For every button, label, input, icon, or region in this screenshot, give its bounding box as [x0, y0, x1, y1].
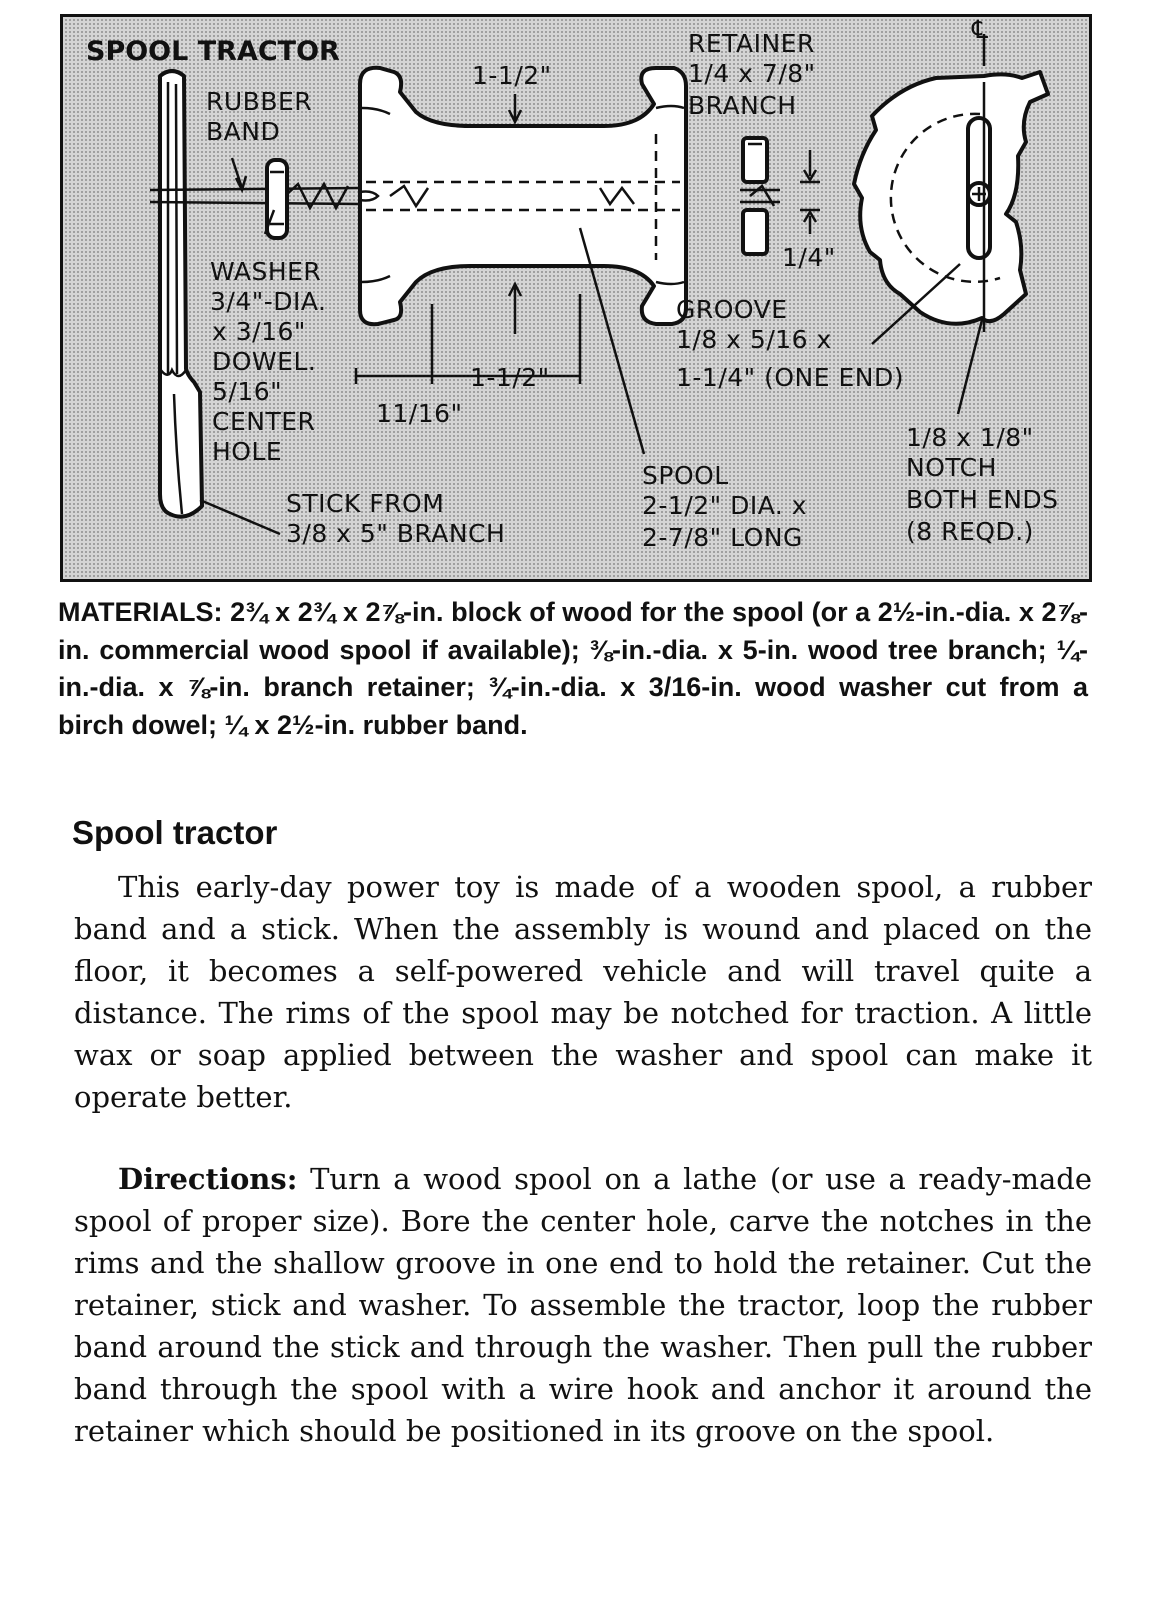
- label-washer-4: DOWEL.: [212, 347, 317, 376]
- label-centerline: ℄: [972, 15, 989, 44]
- label-top-dimension: 1-1/2": [472, 61, 552, 90]
- section-heading: Spool tractor: [72, 814, 278, 851]
- label-groove-1: GROOVE: [676, 295, 788, 324]
- label-rubber-band-1: RUBBER: [206, 87, 313, 116]
- directions-label: Directions:: [118, 1162, 298, 1196]
- spool-tractor-diagram: [60, 14, 1092, 582]
- washer-shape: [267, 160, 287, 238]
- label-washer-6: CENTER: [212, 407, 316, 436]
- label-retainer-3: BRANCH: [688, 91, 797, 120]
- label-washer-7: HOLE: [212, 437, 283, 466]
- label-washer-5: 5/16": [212, 377, 283, 406]
- label-retainer-dimension: 1/4": [782, 243, 836, 272]
- label-notch-4: (8 REQD.): [906, 517, 1034, 546]
- label-groove-2: 1/8 x 5/16 x: [676, 325, 832, 354]
- label-retainer-1: RETAINER: [688, 29, 815, 58]
- label-bottom-dimension-a: 1-1/2": [470, 363, 550, 392]
- label-bottom-dimension-b: 11/16": [376, 399, 463, 428]
- label-retainer-2: 1/4 x 7/8": [688, 59, 816, 88]
- label-washer-1: WASHER: [210, 257, 322, 286]
- intro-paragraph: This early-day power toy is made of a wooden spool, a rubber band and a stick. When the assembly is wound and placed on the floor, it becomes a self-powered vehicle and will travel quite a distance. The rims of the spool may be notched for traction. A little wax or soap applied between the washer and spool can make it operate better.: [74, 870, 1092, 1114]
- label-washer-2: 3/4"-DIA.: [210, 287, 327, 316]
- label-notch-2: NOTCH: [906, 453, 997, 482]
- label-stick-1: STICK FROM: [286, 489, 445, 518]
- label-spool-3: 2-7/8" LONG: [642, 523, 803, 552]
- directions-text: Turn a wood spool on a lathe (or use a ready-made spool of proper size). Bore the center hole, carve the notches in the rims and the shallow groove in one end to hold the retainer. Cut the retainer, stick and washer. To assemble the tractor, loop the rubber band around the stick and through the washer. Then pull the rubber band through the spool with a wire hook and anchor it around the retainer which should be positioned in its groove on the spool.: [74, 1162, 1093, 1448]
- label-washer-3: x 3/16": [212, 317, 306, 346]
- label-stick-2: 3/8 x 5" BRANCH: [286, 519, 506, 548]
- label-groove-3: 1-1/4" (ONE END): [676, 363, 904, 392]
- label-notch-3: BOTH ENDS: [906, 485, 1059, 514]
- diagram-title: SPOOL TRACTOR: [86, 36, 340, 67]
- label-rubber-band-2: BAND: [206, 117, 281, 146]
- materials-caption: MATERIALS: 2¾ x 2¾ x 2⅞-in. block of wood for the spool (or a 2½-in.-dia. x 2⅞-in. commercial wood spool if available); ⅜-in.-dia. x 5-in. wood tree branch; ¼-in.-dia. x ⅞-in. branch retainer; ¾-in.-dia. x 3/16-in. wood washer cut from a birch dowel; ¼ x 2½-in. rubber band.: [58, 597, 1088, 740]
- label-spool-2: 2-1/2" DIA. x: [642, 491, 808, 520]
- label-spool-1: SPOOL: [642, 461, 729, 490]
- directions-paragraph: [74, 1158, 1092, 1452]
- label-notch-1: 1/8 x 1/8": [906, 423, 1034, 452]
